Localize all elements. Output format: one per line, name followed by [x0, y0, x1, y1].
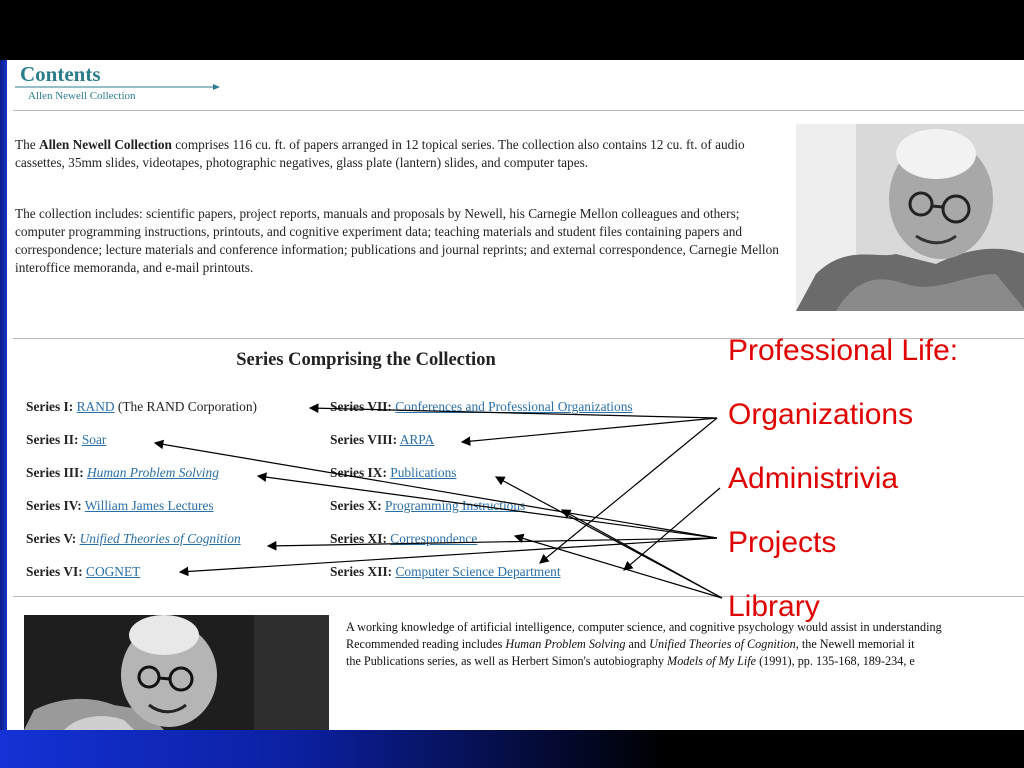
web-page-screenshot	[7, 60, 1024, 730]
divider-bottom	[13, 596, 1024, 597]
series-8	[330, 432, 434, 448]
intro-text-rest: comprises 116 cu. ft. of papers arranged in 12 topical series. The collection also contains 12 cu. ft. of audio cassettes, 35mm slides, videotapes, photographic negatives, glass plate (lantern) slides, and computer tapes.	[15, 137, 745, 170]
series-number: Series VII:	[330, 399, 392, 414]
label-projects: Projects	[728, 526, 837, 559]
collection-name: Allen Newell Collection	[39, 137, 172, 152]
series-3	[26, 465, 219, 481]
series-note: (The RAND Corporation)	[114, 399, 257, 414]
series-number: Series II:	[26, 432, 79, 447]
series-number: Series VI:	[26, 564, 83, 579]
bottom-gradient-bar	[0, 730, 1024, 768]
series-number: Series IV:	[26, 498, 82, 513]
series-link-conferences[interactable]: Conferences and Professional Organizations	[395, 399, 633, 414]
series-link-rand[interactable]: RAND	[76, 399, 115, 414]
series-4	[26, 498, 214, 514]
reading-text: and	[625, 637, 650, 651]
series-link-unified-theories[interactable]: Unified Theories of Cognition	[79, 531, 241, 546]
reading-text: the Publications series, as well as Herbert Simon's autobiography	[346, 654, 668, 668]
series-number: Series I:	[26, 399, 74, 414]
series-2	[26, 432, 106, 448]
divider-top	[13, 110, 1024, 111]
series-number: Series III:	[26, 465, 84, 480]
series-link-publications[interactable]: Publications	[390, 465, 457, 480]
series-link-csd[interactable]: Computer Science Department	[395, 564, 561, 579]
series-link-soar[interactable]: Soar	[81, 432, 107, 447]
series-number: Series XII:	[330, 564, 393, 579]
contents-title: Contents	[20, 62, 101, 86]
series-number: Series X:	[330, 498, 382, 513]
label-administrivia: Administrivia	[728, 462, 899, 495]
series-link-arpa[interactable]: ARPA	[399, 432, 435, 447]
reading-text: (1991), pp. 135-168, 189-234, e	[756, 654, 915, 668]
series-11	[330, 531, 477, 547]
reading-line-1: A working knowledge of artificial intelligence, computer science, and cognitive psychology would assist in understanding	[346, 620, 942, 634]
series-7	[330, 399, 633, 415]
series-12	[330, 564, 561, 580]
reading-text: , the Newell memorial it	[795, 637, 915, 651]
intro-paragraph-1	[15, 136, 785, 172]
series-10	[330, 498, 525, 514]
series-number: Series IX:	[330, 465, 387, 480]
series-link-human-problem-solving[interactable]: Human Problem Solving	[87, 465, 219, 480]
reading-text: Recommended reading includes	[346, 637, 506, 651]
label-organizations: Organizations	[728, 398, 914, 431]
book-title-utc: Unified Theories of Cognition	[649, 637, 796, 651]
newell-portrait-bottom	[24, 615, 329, 730]
series-number: Series VIII:	[330, 432, 398, 447]
series-number: Series V:	[26, 531, 77, 546]
newell-portrait-top	[796, 124, 1024, 311]
series-6	[26, 564, 140, 580]
series-link-cognet[interactable]: COGNET	[86, 564, 141, 579]
series-link-william-james[interactable]: William James Lectures	[84, 498, 214, 513]
reading-line-3	[346, 653, 1024, 670]
series-9	[330, 465, 456, 481]
reading-line-2	[346, 636, 1024, 653]
series-5	[26, 531, 241, 547]
label-library: Library	[728, 590, 820, 623]
top-black-bar	[0, 0, 1024, 60]
series-number: Series XI:	[330, 531, 387, 546]
book-title-models: Models of My Life	[667, 654, 757, 668]
label-professional-life: Professional Life:	[728, 334, 959, 367]
intro-paragraph-2: The collection includes: scientific papers, project reports, manuals and proposals by Newell, his Carnegie Mellon colleagues and others; computer programming instructions, printouts, and cognitive experiment data; teaching materials and student files containing papers and correspondence; lecture materials and conference information; publications and journal reprints; and external correspondence, Carnegie Mellon interoffice memoranda, and e-mail printouts.	[15, 206, 779, 275]
series-link-programming[interactable]: Programming Instructions	[385, 498, 526, 513]
series-1	[26, 399, 257, 415]
series-heading: Series Comprising the Collection	[236, 350, 496, 370]
left-blue-bar	[0, 60, 7, 730]
book-title-hps: Human Problem Solving	[505, 637, 626, 651]
intro-text: The	[15, 137, 39, 152]
series-link-correspondence[interactable]: Correspondence	[390, 531, 478, 546]
contents-subtitle: Allen Newell Collection	[28, 90, 136, 102]
